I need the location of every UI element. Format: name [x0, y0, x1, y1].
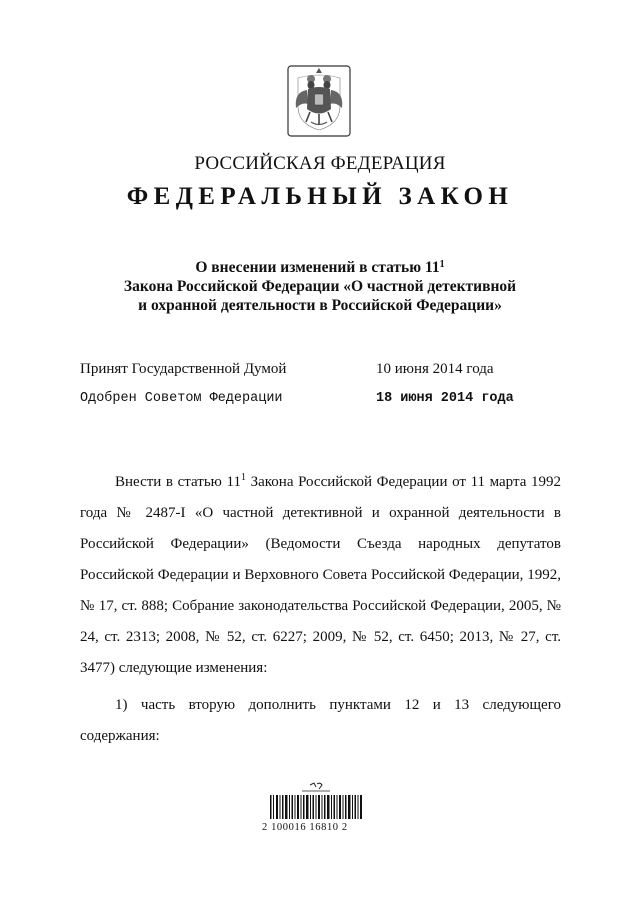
body-paragraph-1: Внести в статью $11^1$ Закона Российской Федерации от 11 марта 1992 года № 2487-I «О частной детективной и охранной деятельности в Российской Федерации» (Ведомости Съезда народных депутатов Российской Федерации и Верховного Совета Российской Федерации, 1992, № 17, ст. 888; Собрание законодательства Российской Федерации, 2005, № 24, ст. 2313; 2008, № 52, ст. 6227; 2009, № 52, ст. 6450; 2013, № 27, ст. 3477) следующие изменения:: [80, 472, 561, 676]
law-title: [60, 258, 580, 315]
country-name: РОССИЙСКАЯ ФЕДЕРАЦИЯ: [194, 153, 446, 174]
body-paragraph-2: 1) часть вторую дополнить пунктами 12 и 13 следующего: [115, 697, 561, 713]
duma-adoption-label: Принят Государственной Думой: [80, 361, 287, 377]
law-title-line-1: О внесении изменений в статью $11^1$: [195, 259, 445, 276]
coat-of-arms-icon: [286, 64, 352, 138]
body-paragraph-2-continued: содержания:: [80, 728, 160, 744]
duma-adoption-date: 10 июня 2014 года: [376, 361, 494, 377]
law-title-line-2: Закона Российской Федерации «О частной детективной: [123, 278, 517, 295]
council-approval-label: Одобрен Советом Федерации: [80, 391, 283, 406]
law-title-line-3: и охранной деятельности в Российской Федерации»: [138, 297, 502, 314]
law-body: [80, 467, 561, 752]
barcode-number: 2 100016 16810 2: [262, 822, 348, 833]
council-approval-date: 18 июня 2014 года: [376, 391, 514, 406]
law-type-heading: ФЕДЕРАЛЬНЫЙ ЗАКОН: [126, 183, 514, 210]
